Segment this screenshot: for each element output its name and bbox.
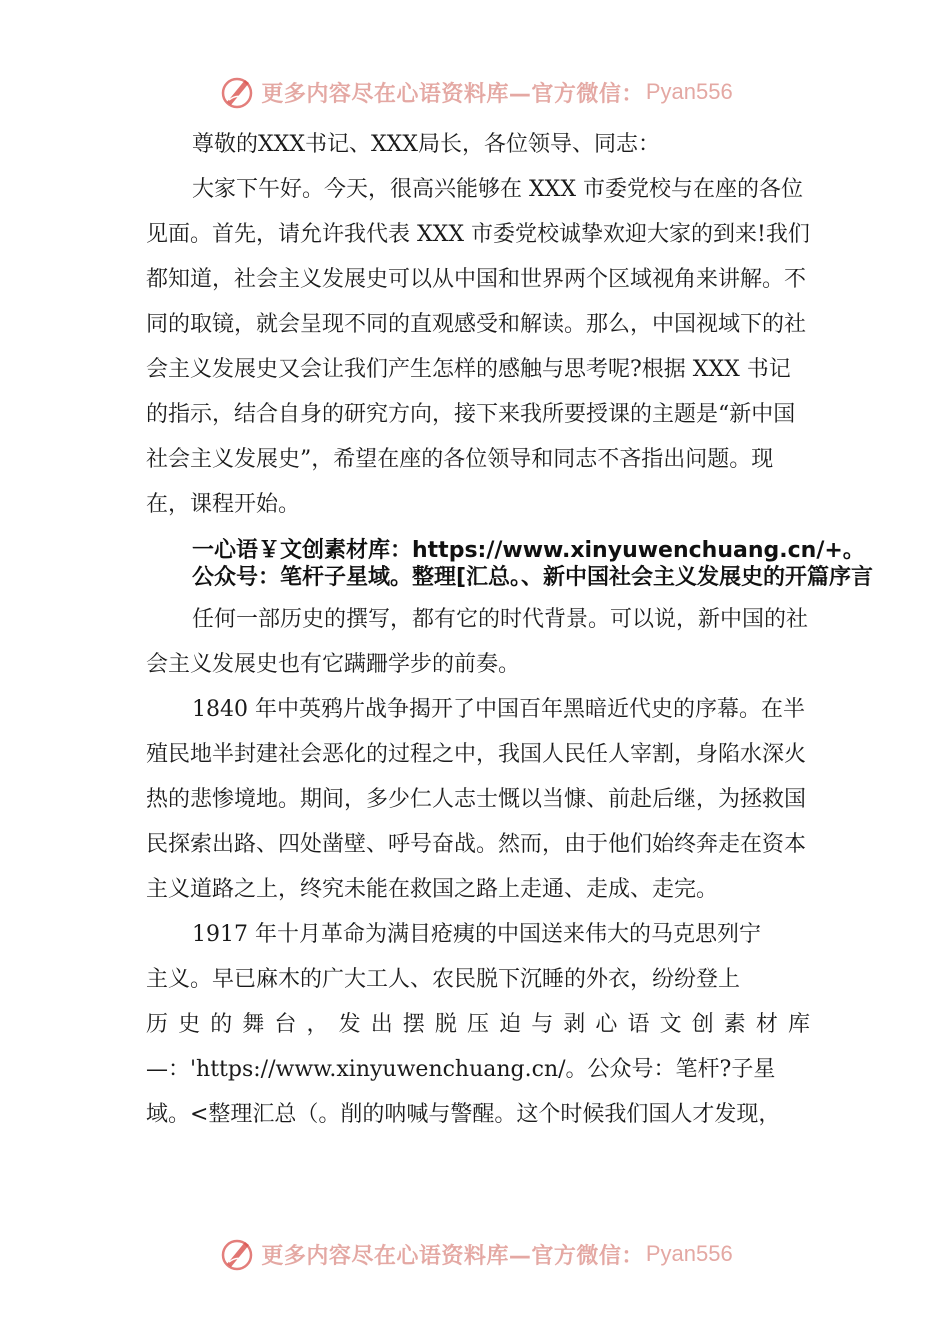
pen-logo-icon (217, 72, 257, 112)
paragraph-background: 任何一部历史的撰写，都有它的时代背景。可以说，新中国的社会主义发展史也有它蹒跚学步的前奏。 (146, 607, 809, 677)
salutation: 尊敬的XXX书记、XXX局长，各位领导、同志： (192, 132, 660, 157)
watermark-text: 更多内容尽在心语资料库—官方微信： (261, 81, 644, 107)
header-watermark (0, 70, 950, 114)
section-heading: 一心语￥文创素材库：https://www.xinyuwenchuang.cn/+。公众号：笔杆子星域。整理[汇总。、新中国社会主义发展史的开篇序言 (192, 538, 874, 590)
paragraph-october-revolution-line3: 历史的舞台，发出摆脱压迫与剥心语文创素材库 (146, 1012, 810, 1037)
paragraph-opening: 大家下午好。今天，很高兴能够在 XXX 市委党校与在座的各位见面。首先，请允许我代表 XXX 市委党校诚挚欢迎大家的到来!我们都知道，社会主义发展史可以从中国和世界两个区域视角来讲解。不同的取镜，就会呈现不同的直观感受和解读。那么，中国视域下的社会主义发展史又会让我们产生怎样的感触与思考呢?根据 XXX 书记的指示，结合自身的研究方向，接下来我所要授课的主题是“新中国社会主义发展史”，希望在座的各位领导和同志不吝指出问题。现在，课程开始。 (146, 177, 810, 517)
paragraph-october-revolution-line4: —：'https://www.xinyuwenchuang.cn/。公众号：笔杆?子星 (146, 1057, 776, 1082)
document-body (146, 122, 874, 1137)
paragraph-opium-war: 1840 年中英鸦片战争揭开了中国百年黑暗近代史的序幕。在半殖民地半封建社会恶化的过程之中，我国人民任人宰割，身陷水深火热的悲惨境地。期间，多少仁人志士慨以当慷、前赴后继，为拯救国民探索出路、四处凿壁、呼号奋战。然而，由于他们始终奔走在资本主义道路之上，终究未能在救国之路上走通、走成、走完。 (146, 697, 807, 902)
watermark-wechat-id: Pyan556 (645, 1241, 733, 1266)
footer-watermark (0, 1232, 950, 1276)
pen-logo-icon (217, 1234, 257, 1274)
paragraph-october-revolution-line1: 1917 年十月革命为满目疮痍的中国送来伟大的马克思列宁 (192, 922, 761, 947)
watermark-wechat-id: Pyan556 (645, 79, 733, 104)
paragraph-october-revolution-line2: 主义。早已麻木的广大工人、农民脱下沉睡的外衣，纷纷登上 (146, 967, 741, 992)
watermark-text: 更多内容尽在心语资料库—官方微信： (261, 1243, 644, 1269)
paragraph-october-revolution-line5: 域。<整理汇总（。削的呐喊与警醒。这个时候我们国人才发现， (146, 1102, 781, 1127)
